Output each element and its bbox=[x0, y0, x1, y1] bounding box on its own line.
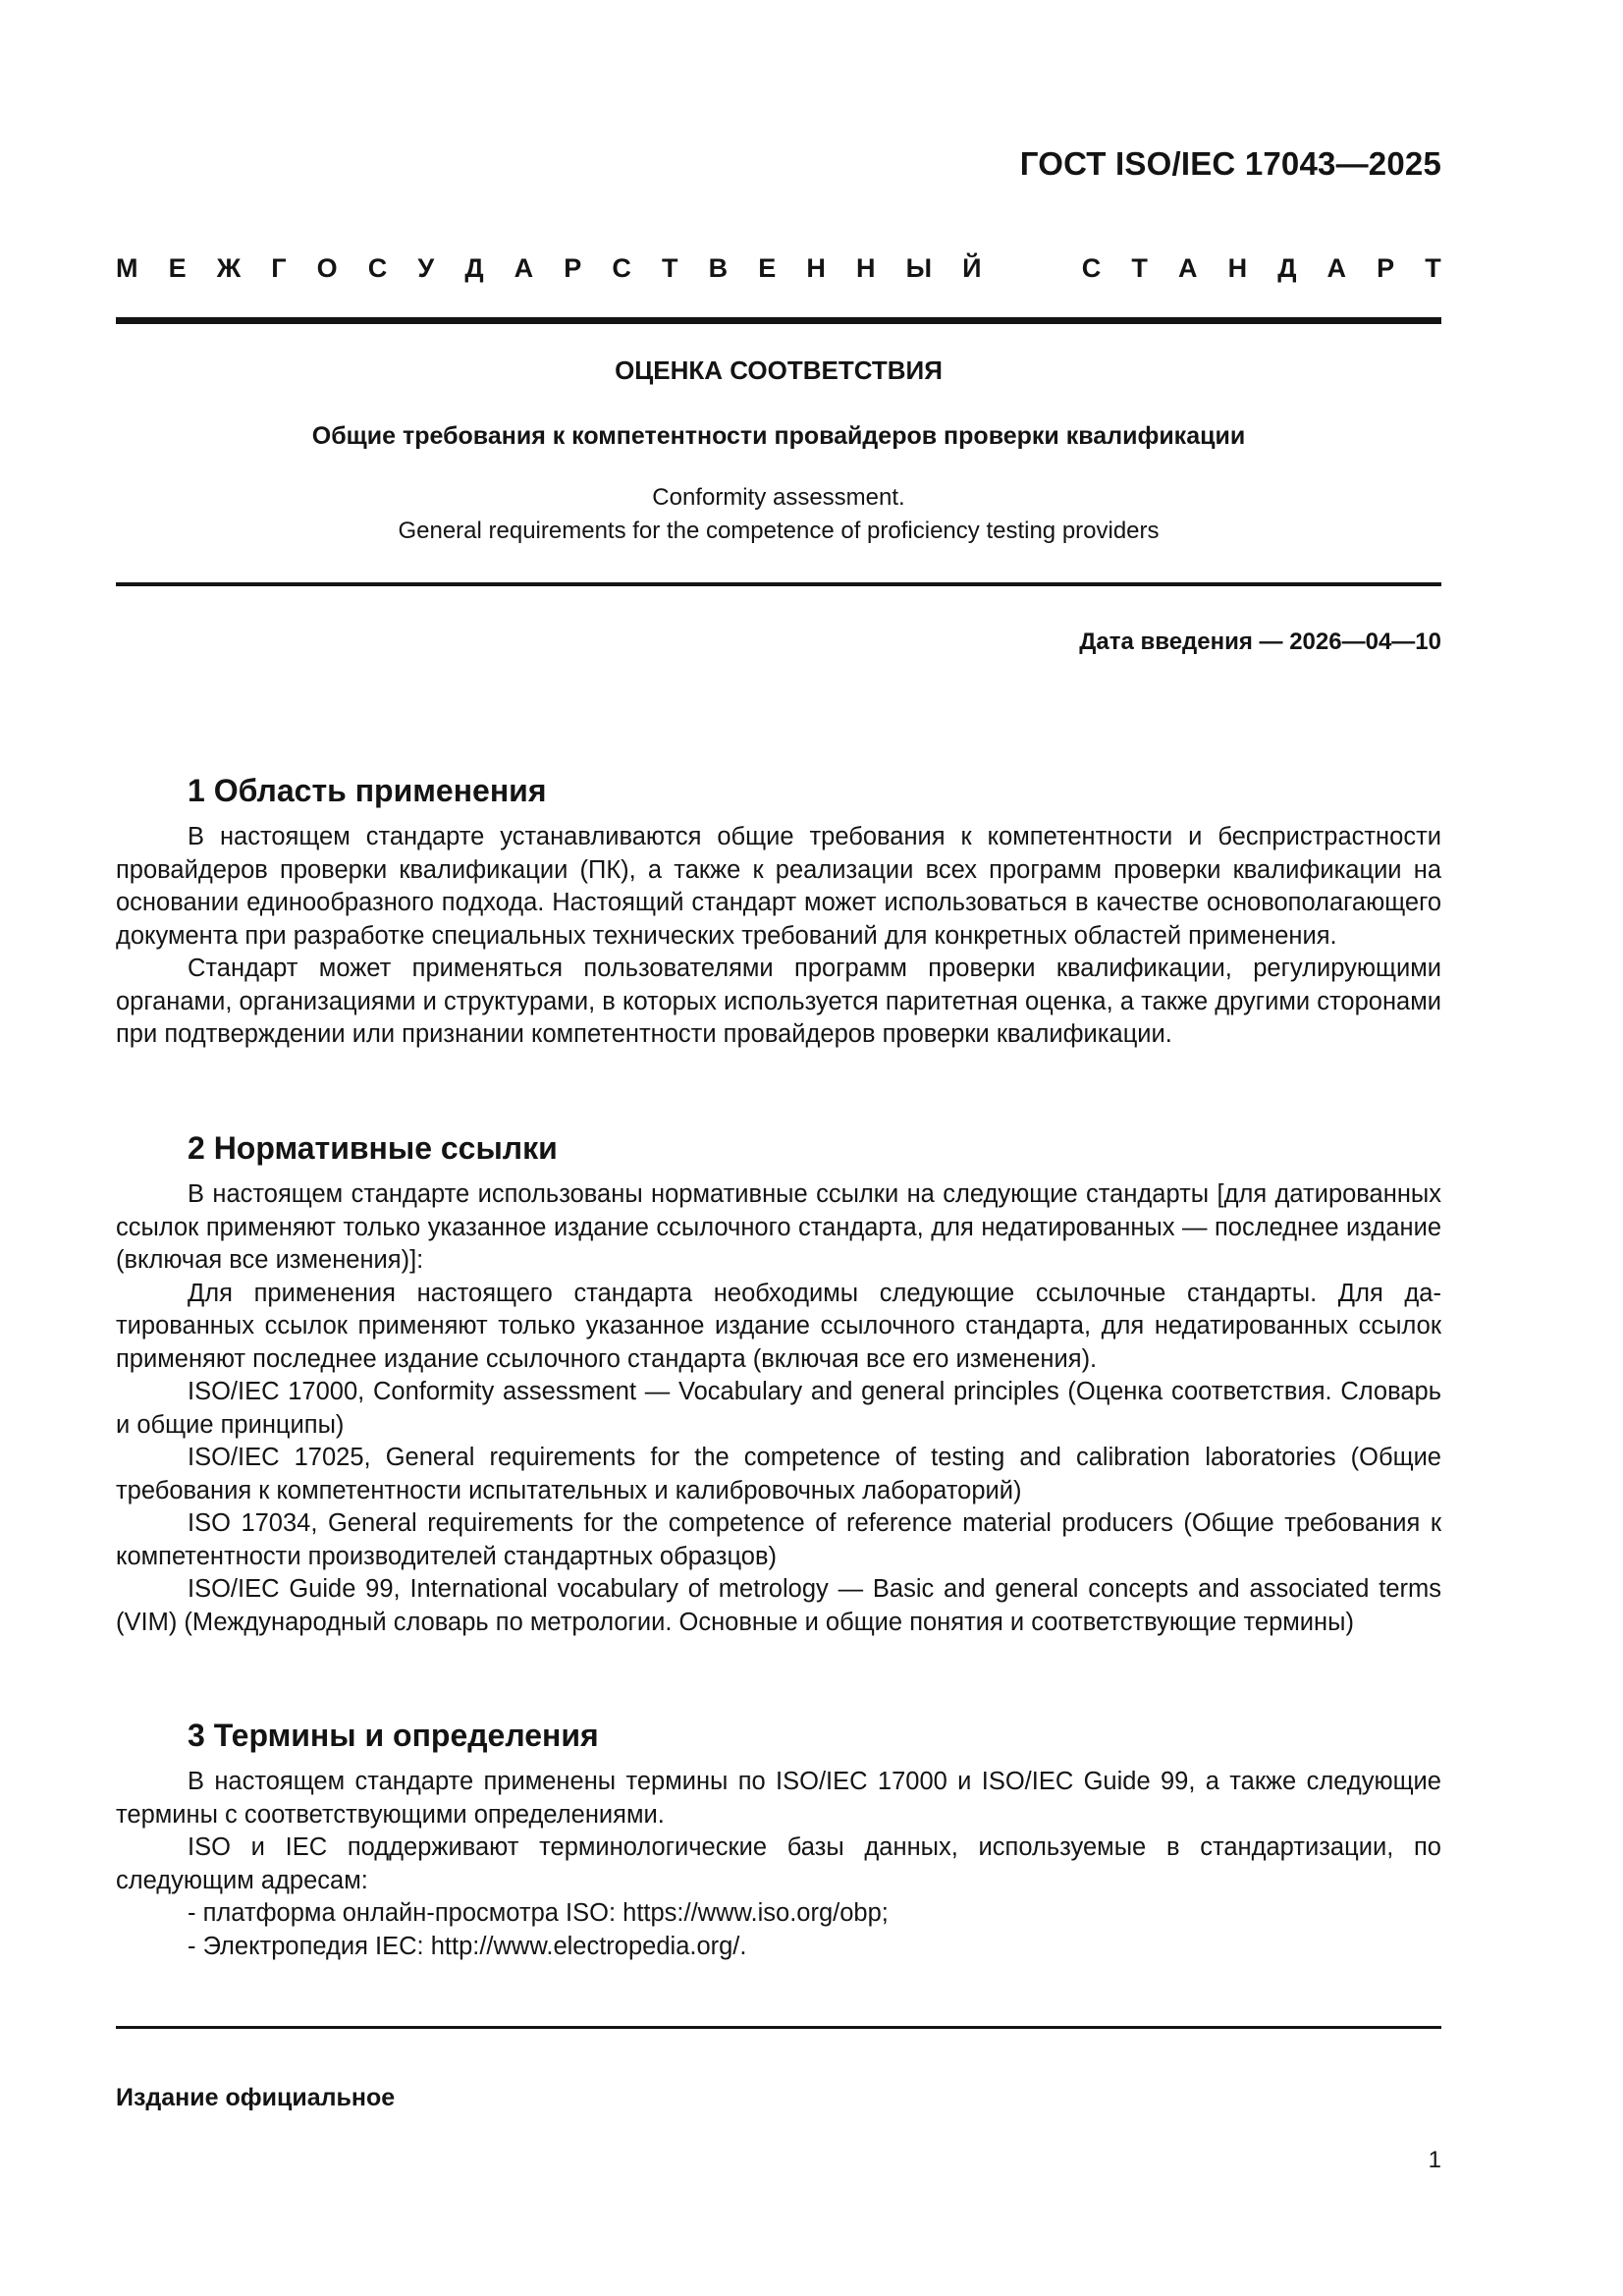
kind-letter: Г bbox=[271, 253, 287, 283]
section-terms bbox=[116, 1718, 1441, 1963]
kind-letter: Е bbox=[168, 253, 187, 283]
paragraph: В настоящем стандарте устанавливаются общие требования к компетентности и беспристрастности провайдеров проверки квалификации (ПК), а также к реализации всех программ проверки квалификации на основании единообразного подхода. Настоящий стандарт может использоваться в качестве основополагающего документа при разработке специальных технических требований для конкретных областей применения. bbox=[116, 823, 1441, 950]
reference-entry: ISO/IEC 17025, General requirements for the competence of testing and calibration laboratories (Общие требования к компетентности испытательных и калибровочных лабораторий) bbox=[116, 1444, 1441, 1504]
section-heading: 1 Область применения bbox=[188, 773, 547, 808]
kind-letter: Й bbox=[962, 253, 982, 283]
word-gap bbox=[1012, 253, 1052, 284]
section-heading: 2 Нормативные ссылки bbox=[188, 1130, 558, 1166]
kind-letter: А bbox=[1326, 253, 1347, 283]
reference-entry: ISO/IEC Guide 99, International vocabulary of metrology — Basic and general concepts and associated terms (VIM) (Международный словарь по метрологии. Основные и общие понятия и соответствующие термины) bbox=[116, 1575, 1441, 1636]
title-rule bbox=[116, 582, 1441, 586]
kind-letter: Н bbox=[1227, 253, 1248, 283]
standard-designation: ГОСТ ISO/IEC 17043—2025 bbox=[1019, 145, 1441, 182]
paragraph: Для применения настоящего стандарта необходимы следующие ссылочные стандарты. Для датированных ссылок применяют только указанное издание ссылочного стандарта, для недатированных ссылок применяют последнее издание ссылочного стандарта (включая все его изменения). bbox=[116, 1279, 1441, 1373]
paragraph: ISO и IEC поддерживают терминологические базы данных, используемые в стандартизации, по следующим адресам: bbox=[116, 1833, 1441, 1894]
section-scope bbox=[116, 773, 1441, 1052]
english-title-line: General requirements for the competence of proficiency testing providers bbox=[398, 518, 1160, 544]
document-title: ОЦЕНКА СООТВЕТСТВИЯ bbox=[615, 355, 943, 385]
paragraph: Стандарт может применяться пользователями программ проверки квалификации, регулирующими органами, организациями и структурами, в которых используется паритетная оценка, а также другими сторонами при подтверждении или признании компетентности провайдеров проверки квалификации. bbox=[116, 955, 1441, 1048]
kind-letter: Н bbox=[806, 253, 826, 283]
kind-letter: Т bbox=[662, 253, 678, 283]
kind-letter: Ы bbox=[905, 253, 933, 283]
kind-letter: У bbox=[417, 253, 435, 283]
footer-rule bbox=[116, 2026, 1441, 2029]
page-number: 1 bbox=[1428, 2147, 1441, 2173]
kind-letter: Н bbox=[855, 253, 876, 283]
kind-letter: Т bbox=[1131, 253, 1148, 283]
list-item: - Электропедия IEC: http://www.electropedia.org/. bbox=[188, 1932, 747, 1960]
paragraph: В настоящем стандарте использованы нормативные ссылки на следующие стандарты [для датированных ссылок применяют только указанное издание ссылочного стандарта, для недатированных — последнее издание (включая все изменения)]: bbox=[116, 1180, 1441, 1274]
list-item: - платформа онлайн-просмотра ISO: https://www.iso.org/obp; bbox=[188, 1899, 889, 1927]
introduction-date: Дата введения — 2026—04—10 bbox=[1079, 629, 1441, 655]
kind-letter: М bbox=[116, 253, 138, 283]
kind-letter: С bbox=[367, 253, 388, 283]
standard-kind-heading bbox=[116, 253, 1441, 284]
kind-letter: А bbox=[514, 253, 534, 283]
document-subtitle: Общие требования к компетентности провайдеров проверки квалификации bbox=[311, 422, 1246, 450]
kind-letter: В bbox=[708, 253, 729, 283]
paragraph: В настоящем стандарте применены термины по ISO/IEC 17000 и ISO/IEC Guide 99, а также следующие термины с соответствующими определениями. bbox=[116, 1768, 1441, 1829]
header-rule bbox=[116, 317, 1441, 324]
kind-letter: Р bbox=[1377, 253, 1395, 283]
kind-letter: Е bbox=[758, 253, 777, 283]
kind-letter: Д bbox=[464, 253, 484, 283]
kind-letter: С bbox=[612, 253, 631, 283]
kind-letter: Т bbox=[1425, 253, 1441, 283]
kind-letter: С bbox=[1081, 253, 1102, 283]
kind-letter: Ж bbox=[216, 253, 242, 283]
kind-letter: О bbox=[316, 253, 338, 283]
kind-letter: Д bbox=[1277, 253, 1297, 283]
english-title bbox=[116, 481, 1441, 548]
kind-letter: Р bbox=[564, 253, 582, 283]
section-heading: 3 Термины и определения bbox=[188, 1718, 599, 1753]
reference-entry: ISO 17034, General requirements for the competence of reference material producers (Общие требования к компетентности производителей стандартных образцов) bbox=[116, 1509, 1441, 1570]
official-edition-label: Издание официальное bbox=[116, 2084, 396, 2111]
kind-letter: А bbox=[1177, 253, 1198, 283]
english-title-line: Conformity assessment. bbox=[652, 484, 905, 511]
section-normative-references bbox=[116, 1130, 1441, 1639]
reference-entry: ISO/IEC 17000, Conformity assessment — Vocabulary and general principles (Оценка соответствия. Словарь и общие принципы) bbox=[116, 1378, 1441, 1439]
